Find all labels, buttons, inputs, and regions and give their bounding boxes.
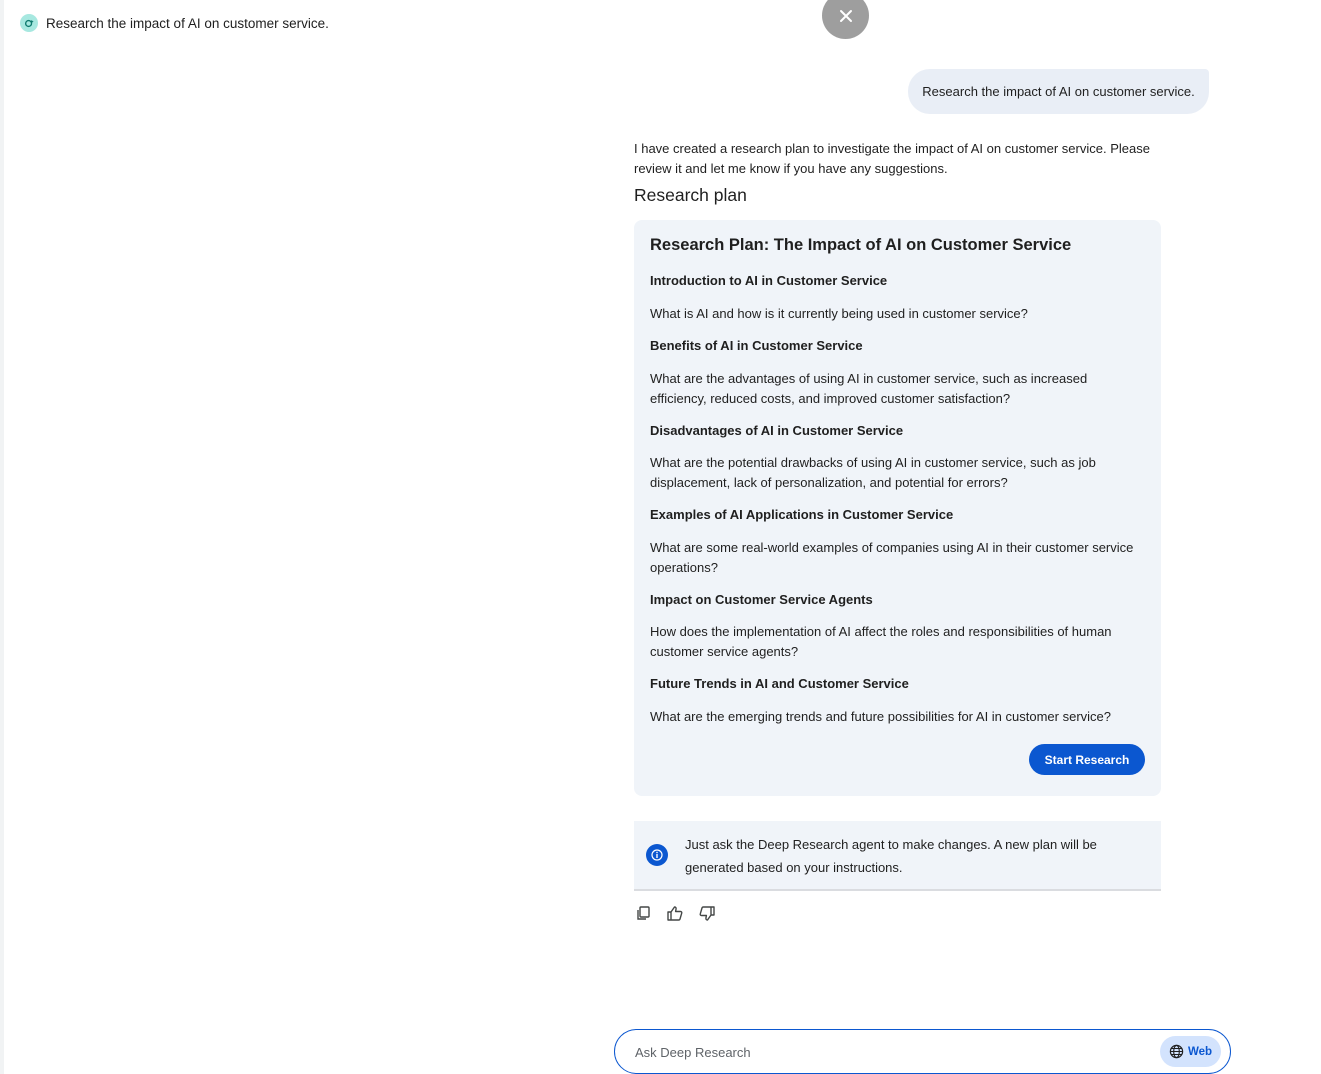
- plan-section-heading: Future Trends in AI and Customer Service: [650, 676, 909, 691]
- plan-section-body: What is AI and how is it currently being used in customer service?: [650, 306, 1028, 321]
- user-message-bubble: [908, 69, 1209, 114]
- plan-section-body: What are the emerging trends and future possibilities for AI in customer service?: [650, 709, 1111, 724]
- deep-research-icon: [20, 14, 38, 32]
- thumbs-down-icon[interactable]: [698, 905, 715, 922]
- plan-section-body: What are some real-world examples of companies using AI in their customer service operations?: [650, 540, 1134, 575]
- ask-input[interactable]: [633, 1039, 1137, 1065]
- info-icon: [646, 844, 668, 866]
- copy-icon[interactable]: [634, 905, 651, 922]
- thumbs-up-icon[interactable]: [666, 905, 683, 922]
- assistant-reply: I have created a research plan to investigate the impact of AI on customer service. Please review it and let me know if you have any suggestions.: [634, 141, 1150, 176]
- plan-section-body: What are the potential drawbacks of using AI in customer service, such as job displacement, lack of personalization, and potential for errors?: [650, 455, 1096, 490]
- info-note: [634, 821, 1161, 891]
- conversation-title: [20, 13, 329, 33]
- close-icon: [838, 8, 854, 24]
- globe-icon: [1169, 1044, 1184, 1059]
- research-plan-card: [634, 220, 1161, 796]
- plan-section-body: What are the advantages of using AI in customer service, such as increased efficiency, reduced costs, and improved customer satisfaction?: [650, 371, 1088, 406]
- user-message-text: Research the impact of AI on customer service.: [922, 84, 1195, 99]
- web-toggle-button[interactable]: [1160, 1036, 1221, 1067]
- close-button[interactable]: [822, 0, 869, 39]
- web-label: Web: [1187, 1045, 1213, 1058]
- plan-title: Research Plan: The Impact of AI on Customer Service: [650, 236, 1072, 254]
- plan-section-heading: Impact on Customer Service Agents: [650, 592, 873, 607]
- plan-section-heading: Benefits of AI in Customer Service: [650, 338, 863, 353]
- plan-section-heading: Examples of AI Applications in Customer Service: [650, 507, 954, 522]
- sidebar-edge: [0, 0, 4, 1074]
- plan-section-body: How does the implementation of AI affect the roles and responsibilities of human customer service agents?: [650, 624, 1112, 659]
- info-note-text: Just ask the Deep Research agent to make changes. A new plan will be generated based on your instructions.: [685, 837, 1097, 875]
- start-research-button[interactable]: Start Research: [1029, 744, 1145, 775]
- plan-section-heading: Introduction to AI in Customer Service: [650, 273, 888, 288]
- plan-section-heading: Disadvantages of AI in Customer Service: [650, 423, 904, 438]
- conversation-title-text: Research the impact of AI on customer service.: [46, 15, 329, 31]
- message-actions: [634, 905, 715, 922]
- prompt-bar: [614, 1029, 1231, 1074]
- plan-heading: Research plan: [634, 185, 747, 205]
